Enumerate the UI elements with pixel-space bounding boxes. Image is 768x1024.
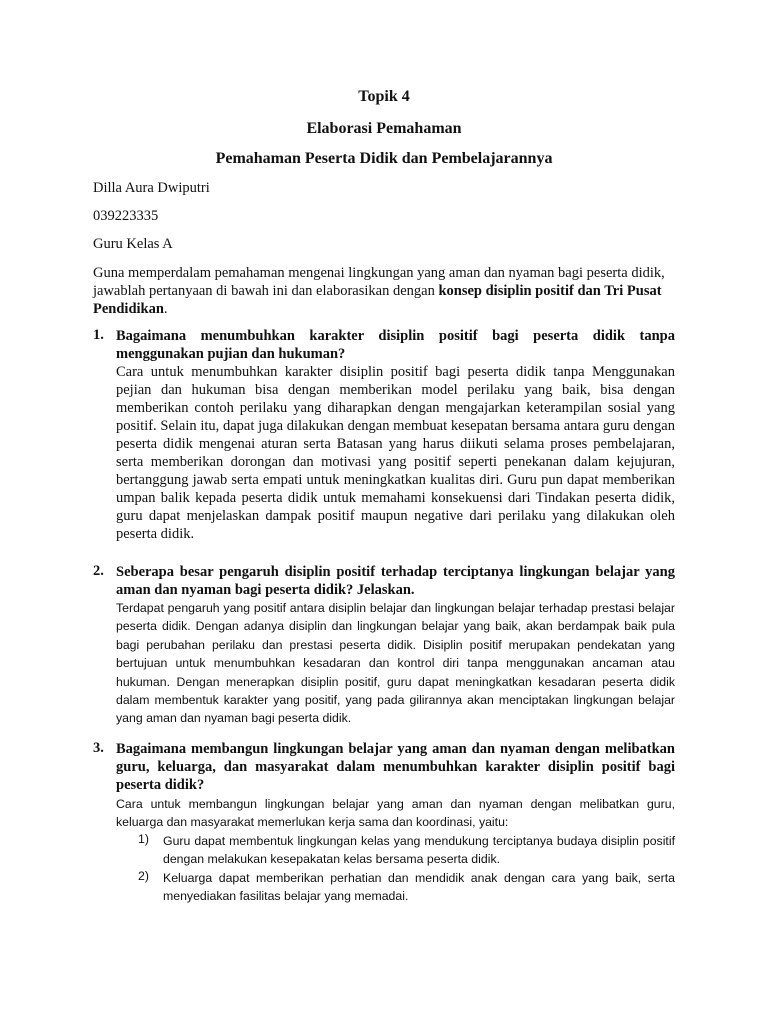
question-text: Seberapa besar pengaruh disiplin positif terhadap terciptanya lingkungan belajar yang aman dan nyaman bagi peserta didik? Jelaskan. bbox=[116, 564, 675, 598]
question-text: Bagaimana membangun lingkungan belajar yang aman dan nyaman dengan melibatkan guru, keluarga, dan masyarakat dalam menumbuhkan karakter disiplin positif bagi peserta didik? bbox=[116, 741, 675, 793]
topic-heading: Topik 4 bbox=[358, 88, 410, 105]
question-number: 1. bbox=[93, 327, 104, 343]
answer-text: Terdapat pengaruh yang positif antara disiplin belajar dan lingkungan belajar terhadap prestasi belajar peserta didik. Dengan adanya disiplin dan lingkungan belajar yang baik, akan berdampak baik pula bagi perubahan perilaku dan prestasi peserta didik. Disiplin positif merupakan pendekatan yang bertujuan untuk menumbuhkan kesadaran dan kontrol diri tanpa menggunakan ancaman atau hukuman. Dengan menerapkan disiplin positif, guru dapat meningkatkan kesadaran peserta didik dalam membentuk karakter yang positif, yang pada gilirannya akan menciptakan lingkungan belajar yang aman dan nyaman bagi peserta didik. bbox=[116, 601, 675, 726]
intro-period: . bbox=[163, 301, 168, 317]
author-name: Dilla Aura Dwiputri bbox=[93, 180, 210, 196]
question-number: 3. bbox=[93, 740, 104, 756]
point-text: Keluarga dapat memberikan perhatian dan mendidik anak dengan cara yang baik, serta menyediakan fasilitas belajar yang memadai. bbox=[163, 871, 675, 904]
intro-paragraph bbox=[93, 264, 675, 318]
point-text: Guru dapat membentuk lingkungan kelas yang mendukung terciptanya budaya disiplin positif dengan melakukan kesepakatan kelas bersama peserta didik. bbox=[163, 834, 675, 867]
point-number: 2) bbox=[138, 869, 149, 883]
author-id-number: 039223335 bbox=[93, 208, 159, 224]
question-text: Bagaimana menumbuhkan karakter disiplin positif bagi peserta didik tanpa menggunakan pujian dan hukuman? bbox=[116, 328, 675, 362]
document-title: Elaborasi Pemahaman bbox=[306, 120, 462, 137]
author-class: Guru Kelas A bbox=[93, 236, 173, 252]
document-subtitle: Pemahaman Peserta Didik dan Pembelajarannya bbox=[215, 150, 553, 167]
answer-text: Cara untuk menumbuhkan karakter disiplin positif bagi peserta didik tanpa Menggunakan pejian dan hukuman bisa dengan memberikan model perilaku yang baik, bisa dengan memberikan contoh perilaku yang diharapkan dengan mengajarkan keterampilan sosial yang positif. Selain itu, dapat juga dilakukan dengan membuat kesepatan bersama antara guru dengan peserta didik mengenai aturan serta Batasan yang harus diikuti selama proses pembelajaran, serta memberikan dorongan dan motivasi yang positif seperti penekanan dalam kejujuran, bertanggung jawab serta empati untuk meningkatkan kualitas diri. Guru pun dapat memberikan umpan balik kepada peserta didik untuk memahami konsekuensi dari Tindakan peserta didik, guru dapat menjelaskan dampak positif maupun negative dari perilaku yang dilakukan oleh peserta didik. bbox=[116, 364, 675, 542]
intro-bold-concept: konsep disiplin positif dan Tri Pusat Pendidikan bbox=[93, 283, 662, 317]
question-number: 2. bbox=[93, 563, 104, 579]
point-number: 1) bbox=[138, 832, 149, 846]
intro-text: Guna memperdalam pemahaman mengenai lingkungan yang aman dan nyaman bagi peserta didik, jawablah pertanyaan di bawah ini dan elaborasikan dengan bbox=[93, 265, 665, 299]
answer-text: Cara untuk membangun lingkungan belajar yang aman dan nyaman dengan melibatkan guru, keluarga dan masyarakat memerlukan kerja sama dan koordinasi, yaitu: bbox=[116, 797, 675, 830]
